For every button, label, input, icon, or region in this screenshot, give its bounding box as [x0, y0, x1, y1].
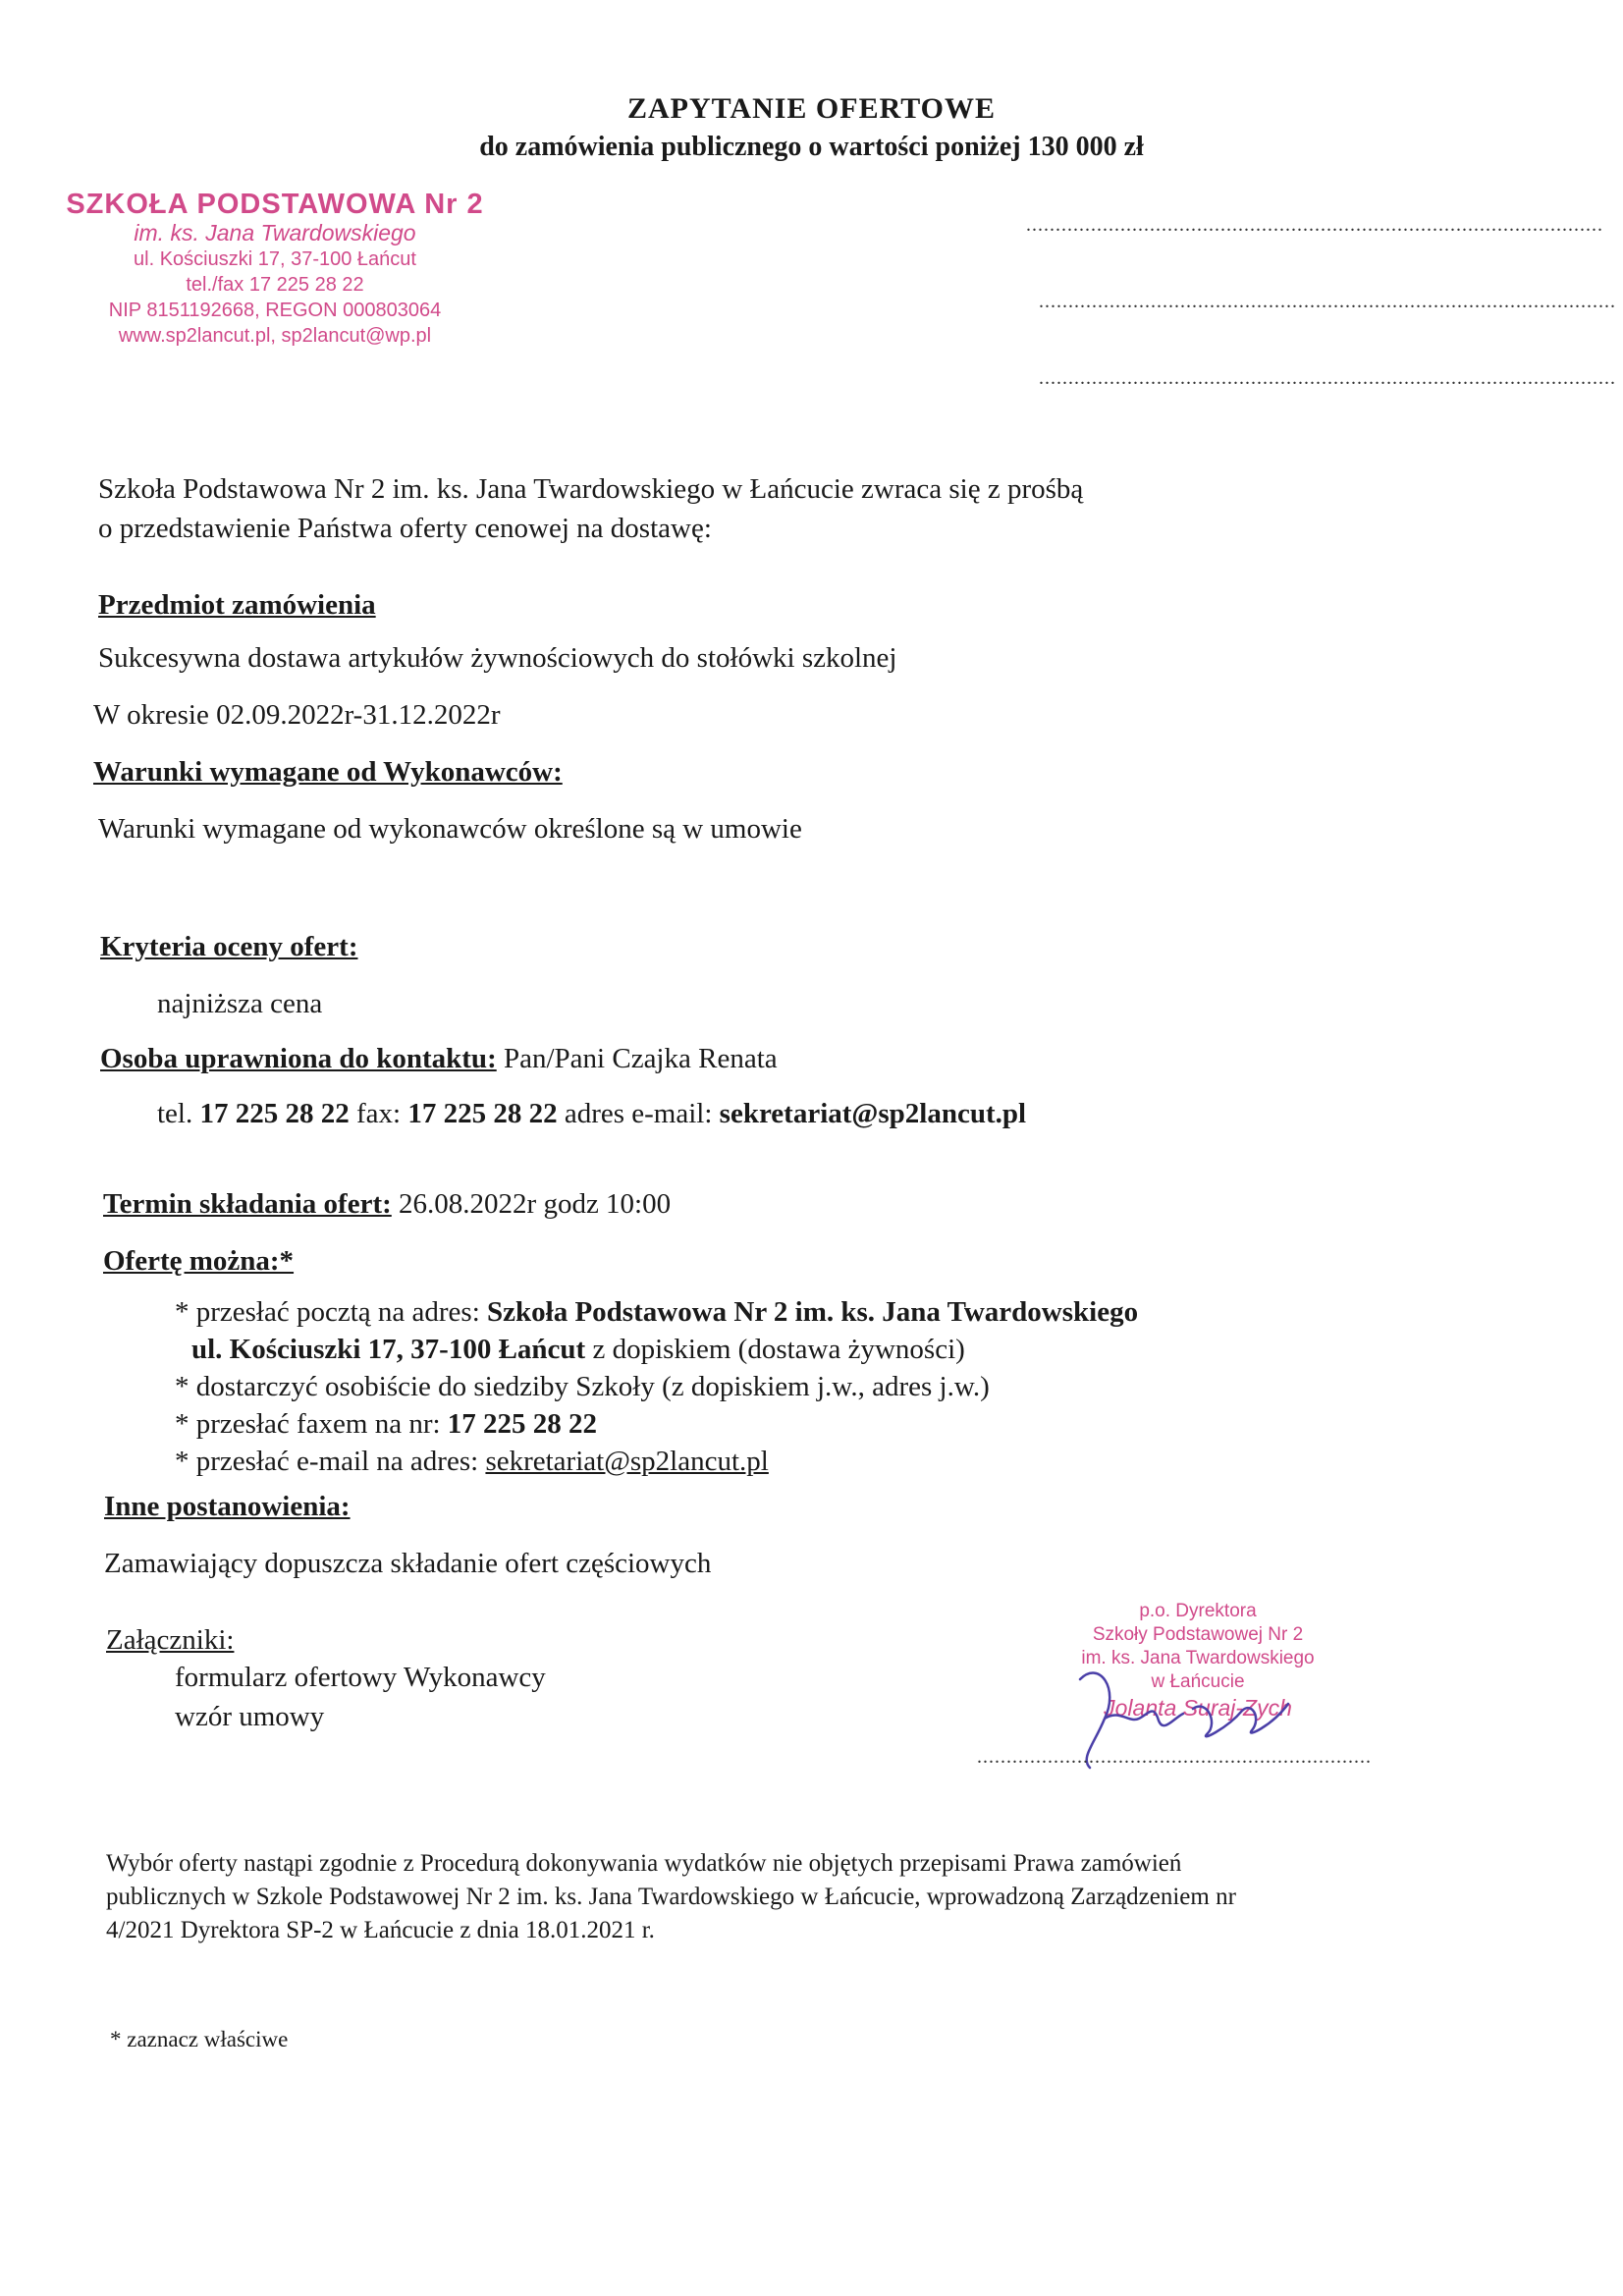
intro-line-1: Szkoła Podstawowa Nr 2 im. ks. Jana Twardowskiego w Łańcucie zwraca się z prośbą	[98, 473, 1084, 505]
heading-offer-methods: Ofertę można:*	[103, 1245, 295, 1277]
footer-line-2: publicznych w Szkole Podstawowej Nr 2 im. ks. Jana Twardowskiego w Łańcucie, wprowadzoną Zarządzeniem nr	[106, 1884, 1236, 1910]
heading-criteria: Kryteria oceny ofert:	[100, 931, 358, 962]
offer-email-link[interactable]: sekretariat@sp2lancut.pl	[485, 1446, 769, 1477]
conditions-text: Warunki wymagane od wykonawców określone są w umowie	[98, 813, 802, 845]
sig-school: Szkoły Podstawowej Nr 2	[1092, 1624, 1304, 1645]
document-title: ZAPYTANIE OFERTOWE	[626, 92, 997, 125]
stamp-web-email: www.sp2lancut.pl, sp2lancut@wp.pl	[118, 325, 432, 347]
offer-post-note: z dopiskiem (dostawa żywności)	[585, 1334, 965, 1365]
sig-title: p.o. Dyrektora	[1139, 1601, 1257, 1621]
stamp-nip-regon: NIP 8151192668, REGON 000803064	[108, 300, 442, 321]
heading-subject: Przedmiot zamówienia	[98, 589, 376, 621]
deadline-value: 26.08.2022r godz 10:00	[391, 1188, 672, 1220]
attachment-form: formularz ofertowy Wykonawcy	[175, 1662, 546, 1693]
contact-details	[157, 1098, 1026, 1130]
offer-post-label: * przesłać pocztą na adres:	[175, 1296, 488, 1328]
other-text: Zamawiający dopuszcza składanie ofert częściowych	[104, 1548, 712, 1579]
fax-number: 17 225 28 22	[407, 1098, 558, 1129]
recipient-line-1: ..................................................................................................	[1026, 214, 1603, 236]
tel-label: tel.	[157, 1098, 200, 1129]
stamp-school-name: SZKOŁA PODSTAWOWA Nr 2	[66, 189, 484, 220]
email-label: adres e-mail:	[557, 1098, 720, 1129]
tel-number: 17 225 28 22	[199, 1098, 350, 1129]
footnote: * zaznacz właściwe	[110, 2027, 289, 2051]
sig-patron: im. ks. Jana Twardowskiego	[1081, 1648, 1315, 1668]
offer-option-fax	[175, 1408, 597, 1441]
heading-other: Inne postanowienia:	[104, 1491, 351, 1522]
subject-period: W okresie 02.09.2022r-31.12.2022r	[93, 699, 501, 731]
fax-label: fax:	[349, 1098, 408, 1129]
offer-option-email	[175, 1446, 769, 1478]
criteria-text: najniższa cena	[157, 988, 323, 1019]
sig-city: w Łańcucie	[1151, 1671, 1245, 1692]
offer-fax-number: 17 225 28 22	[447, 1408, 598, 1440]
signature-line: ...................................................................	[977, 1746, 1372, 1768]
contact-row	[100, 1043, 778, 1075]
stamp-patron: im. ks. Jana Twardowskiego	[134, 220, 416, 246]
offer-fax-label: * przesłać faxem na nr:	[175, 1408, 448, 1440]
heading-attachments: Załączniki:	[106, 1624, 235, 1656]
offer-email-label: * przesłać e-mail na adres:	[175, 1446, 486, 1477]
attachment-contract: wzór umowy	[175, 1701, 325, 1732]
offer-post-address: Szkoła Podstawowa Nr 2 im. ks. Jana Twardowskiego	[487, 1296, 1139, 1328]
recipient-line-3: ..................................................................................................	[1039, 367, 1616, 389]
stamp-address: ul. Kościuszki 17, 37-100 Łańcut	[134, 248, 416, 270]
heading-deadline: Termin składania ofert:	[103, 1188, 392, 1220]
footer-line-1: Wybór oferty nastąpi zgodnie z Procedurą dokonywania wydatków nie objętych przepisami Prawa zamówień	[106, 1850, 1182, 1877]
offer-option-post	[175, 1296, 1138, 1329]
intro-line-2: o przedstawienie Państwa oferty cenowej na dostawę:	[98, 513, 712, 544]
footer-line-3: 4/2021 Dyrektora SP-2 w Łańcucie z dnia 18.01.2021 r.	[106, 1917, 655, 1943]
offer-option-personal: * dostarczyć osobiście do siedziby Szkoły (z dopiskiem j.w., adres j.w.)	[175, 1371, 990, 1402]
heading-contact: Osoba uprawniona do kontaktu:	[100, 1043, 497, 1074]
offer-option-post-cont	[191, 1334, 965, 1366]
deadline-row	[103, 1188, 671, 1221]
sig-name: Jolanta Suraj-Zych	[1104, 1695, 1292, 1721]
contact-email: sekretariat@sp2lancut.pl	[719, 1098, 1027, 1129]
recipient-line-2: ..................................................................................................	[1039, 291, 1616, 312]
heading-conditions: Warunki wymagane od Wykonawców:	[93, 756, 563, 788]
contact-person: Pan/Pani Czajka Renata	[496, 1043, 778, 1074]
subject-text: Sukcesywna dostawa artykułów żywnościowych do stołówki szkolnej	[98, 642, 897, 674]
offer-post-street: ul. Kościuszki 17, 37-100 Łańcut	[191, 1334, 586, 1365]
document-subtitle: do zamówienia publicznego o wartości poniżej 130 000 zł	[479, 132, 1144, 162]
stamp-phone: tel./fax 17 225 28 22	[186, 274, 364, 296]
